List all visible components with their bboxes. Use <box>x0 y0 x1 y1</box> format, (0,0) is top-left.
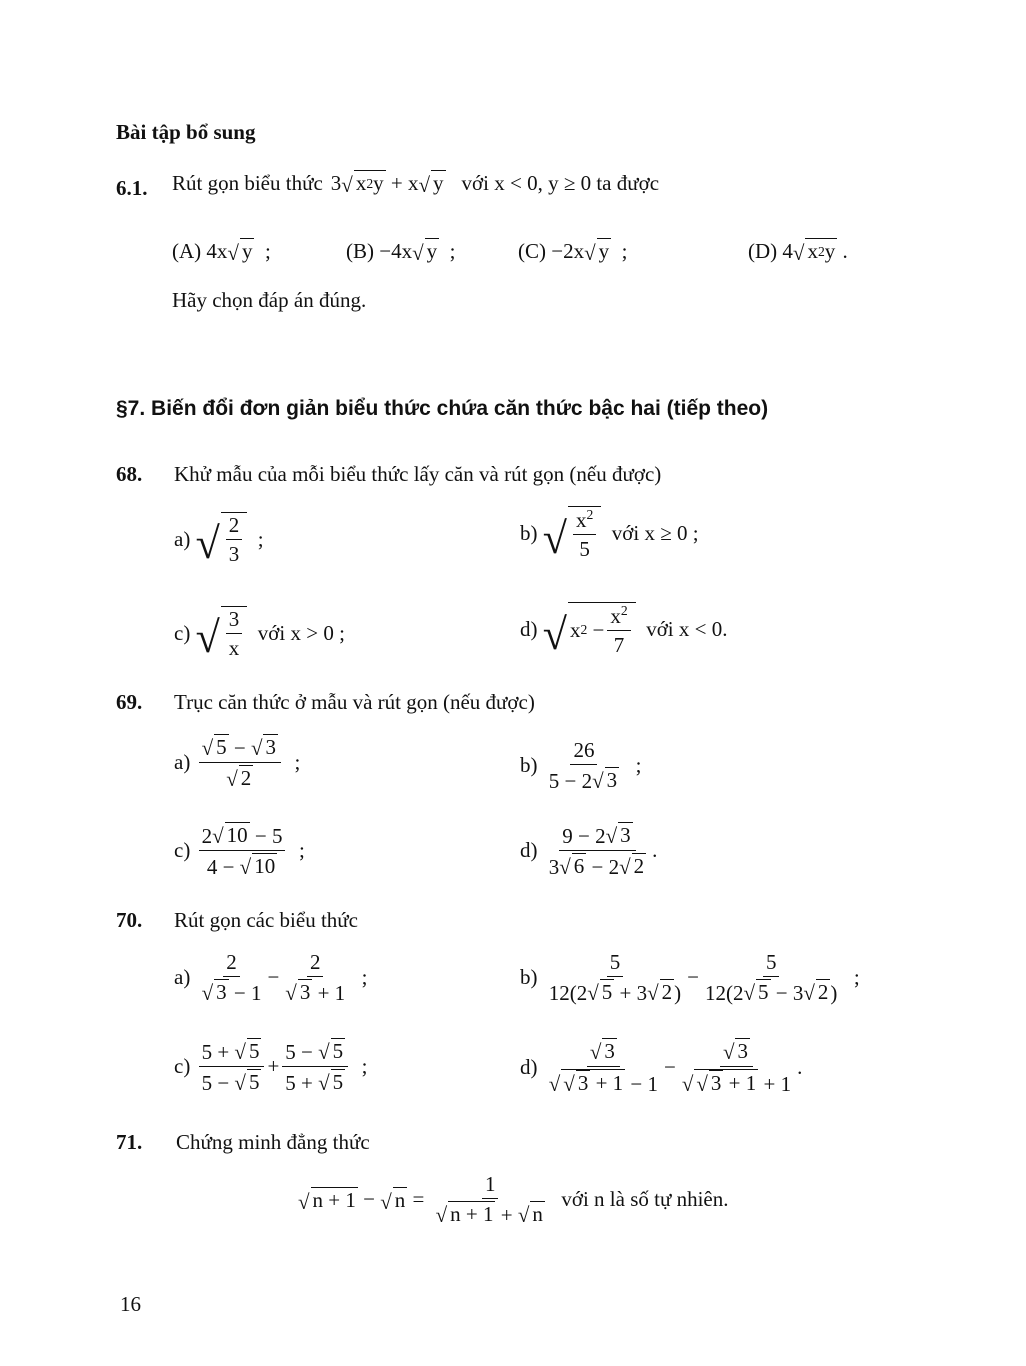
ex71-identity: √ n + 1 − √ n = 1 √ n + 1 + √ n với n là số tự nhiên. <box>298 1172 729 1228</box>
ex71-number: 71. <box>116 1130 143 1154</box>
ex69-number: 69. <box>116 690 143 714</box>
ex68-c-condition: với x > 0 ; <box>257 620 345 645</box>
ex71-text: Chứng minh đẳng thức <box>176 1130 370 1154</box>
ex61-option-a: (A) 4x √ y ; <box>172 238 271 265</box>
ex69-c: c) 2 √ 10 − 5 4 − √ 10 ; <box>174 823 305 880</box>
ex61-expression: 3 √ x 2 y + x √ y <box>330 170 444 197</box>
ex61-option-d: (D) 4 √ x 2 y . <box>748 238 848 265</box>
ex68-text: Khử mẫu của mỗi biểu thức lấy căn và rút gọn (nếu được) <box>174 462 662 486</box>
ex70-text: Rút gọn các biểu thức <box>174 908 358 932</box>
ex68-c: c) √ $\frac{3}{x}$ với x > 0 ; <box>174 607 345 663</box>
ex61-text-before: Rút gọn biểu thức <box>172 170 323 195</box>
ex70-d: d) √ 3 √ √ 3 + 1 − 1 − √ 3 √ √ 3 + 1 + 1 . <box>520 1039 803 1097</box>
label-c: c) <box>174 620 191 645</box>
ex68-d: d) √ x 2 − $\frac{x^2}{7}$ với x < 0. <box>520 603 728 660</box>
ex69-b: b) 26 5 − 2 √ 3 ; <box>520 738 642 794</box>
ex68-d-condition: với x < 0. <box>646 617 728 642</box>
ex61-number: 6.1. <box>116 176 148 200</box>
ex61-option-c: (C) −2x √ y ; <box>518 238 628 265</box>
ex68-b-condition: với x ≥ 0 ; <box>611 521 699 546</box>
ex70-c: c) 5 + √ 5 5 − √ 5 + 5 − √ 5 5 + √ 5 ; <box>174 1039 368 1096</box>
label-a: a) <box>174 526 191 551</box>
ex61-option-b: (B) −4x √ y ; <box>346 238 456 265</box>
ex68-number: 68. <box>116 462 143 486</box>
ex70-b: b) 5 12(2 √ 5 + 3 √ 2 ) − 5 12(2 √ 5 − 3 √ 2 ) ; <box>520 950 860 1006</box>
ex70-number: 70. <box>116 908 143 932</box>
ex61-statement <box>172 170 659 196</box>
ex69-d: d) 9 − 2 √ 3 3 √ 6 − 2 √ 2 . <box>520 823 658 880</box>
ex69-text: Trục căn thức ở mẫu và rút gọn (nếu được) <box>174 690 535 714</box>
ex61-choose-instruction: Hãy chọn đáp án đúng. <box>172 288 367 312</box>
ex70-a: a) 2 √ 3 − 1 − 2 √ 3 + 1 ; <box>174 950 368 1006</box>
ex71-condition: với n là số tự nhiên. <box>561 1187 729 1212</box>
ex61-text-after: với x < 0, y ≥ 0 ta được <box>461 170 660 195</box>
page-number: 16 <box>120 1292 141 1316</box>
label-d: d) <box>520 617 538 642</box>
ex68-b: b) √ $\frac{x^2}{5}$ với x ≥ 0 ; <box>520 507 699 564</box>
ex69-a: a) √ 5 − √ 3 √ 2 ; <box>174 735 301 792</box>
ex68-a: a) √ $\frac{2}{3}$ ; <box>174 513 264 569</box>
label-b: b) <box>520 521 538 546</box>
extra-exercises-heading: Bài tập bổ sung <box>116 120 256 144</box>
section-title: §7. Biến đổi đơn giản biểu thức chứa căn thức bậc hai (tiếp theo) <box>116 397 769 420</box>
